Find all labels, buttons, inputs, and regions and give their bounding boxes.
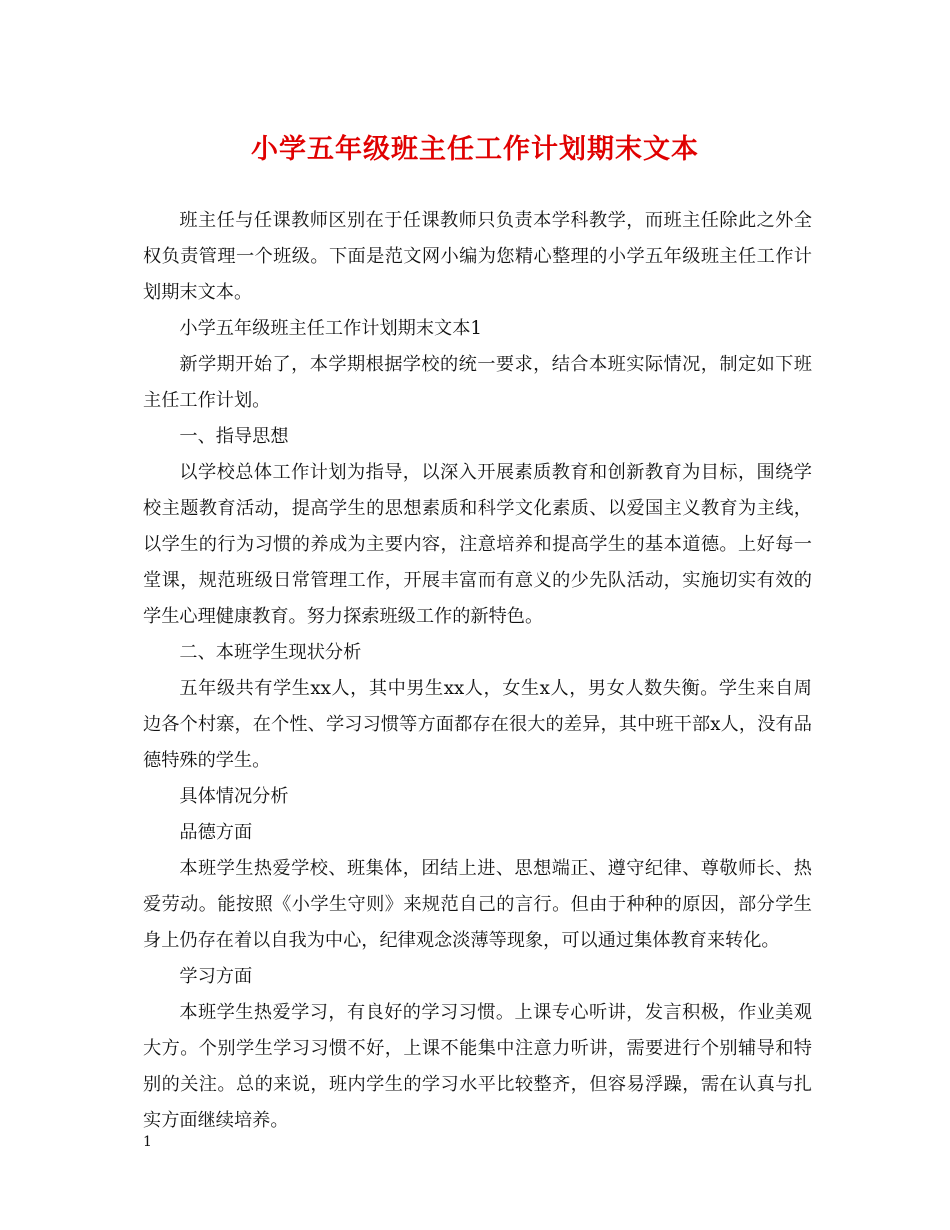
heading-moral-aspect: 品德方面 xyxy=(179,822,253,843)
paragraph-opening: 新学期开始了，本学期根据学校的统一要求，结合本班实际情况，制定如下班主任工作计划。 xyxy=(143,354,812,411)
heading-study-aspect: 学习方面 xyxy=(179,966,253,987)
heading-guiding-ideology: 一、指导思想 xyxy=(179,426,289,447)
paragraph-class-analysis: 五年级共有学生xx人，其中男生xx人，女生x人，男女人数失衡。学生来自周边各个村寨，在个性、学习习惯等方面都存在很大的差异，其中班干部x人，没有品德特殊的学生。 xyxy=(143,678,812,771)
page-number: 1 xyxy=(143,1134,152,1150)
paragraph-intro: 班主任与任课教师区别在于任课教师只负责本学科教学，而班主任除此之外全权负责管理一个班级。下面是范文网小编为您精心整理的小学五年级班主任工作计划期末文本。 xyxy=(143,210,812,303)
heading-specific-analysis: 具体情况分析 xyxy=(179,786,289,807)
paragraph-moral-aspect: 本班学生热爱学校、班集体，团结上进、思想端正、遵守纪律、尊敬师长、热爱劳动。能按照《小学生守则》来规范自己的言行。但由于种种的原因，部分学生身上仍存在着以自我为中心，纪律观念淡薄等现象，可以通过集体教育来转化。 xyxy=(143,858,812,951)
paragraph-study-aspect: 本班学生热爱学习，有良好的学习习惯。上课专心听讲，发言积极，作业美观大方。个别学生学习习惯不好，上课不能集中注意力听讲，需要进行个别辅导和特别的关注。总的来说，班内学生的学习水平比较整齐，但容易浮躁，需在认真与扎实方面继续培养。 xyxy=(143,1002,812,1131)
paragraph-subtitle: 小学五年级班主任工作计划期末文本1 xyxy=(179,318,482,339)
heading-class-analysis: 二、本班学生现状分析 xyxy=(179,642,362,663)
paragraph-guiding-ideology: 以学校总体工作计划为指导，以深入开展素质教育和创新教育为目标，围绕学校主题教育活动，提高学生的思想素质和科学文化素质、以爱国主义教育为主线，以学生的行为习惯的养成为主要内容，注意培养和提高学生的基本道德。上好每一堂课，规范班级日常管理工作，开展丰富而有意义的少先队活动，实施切实有效的学生心理健康教育。努力探索班级工作的新特色。 xyxy=(143,462,812,627)
document-body xyxy=(143,203,812,1139)
document-title: 小学五年级班主任工作计划期末文本 xyxy=(251,134,699,165)
